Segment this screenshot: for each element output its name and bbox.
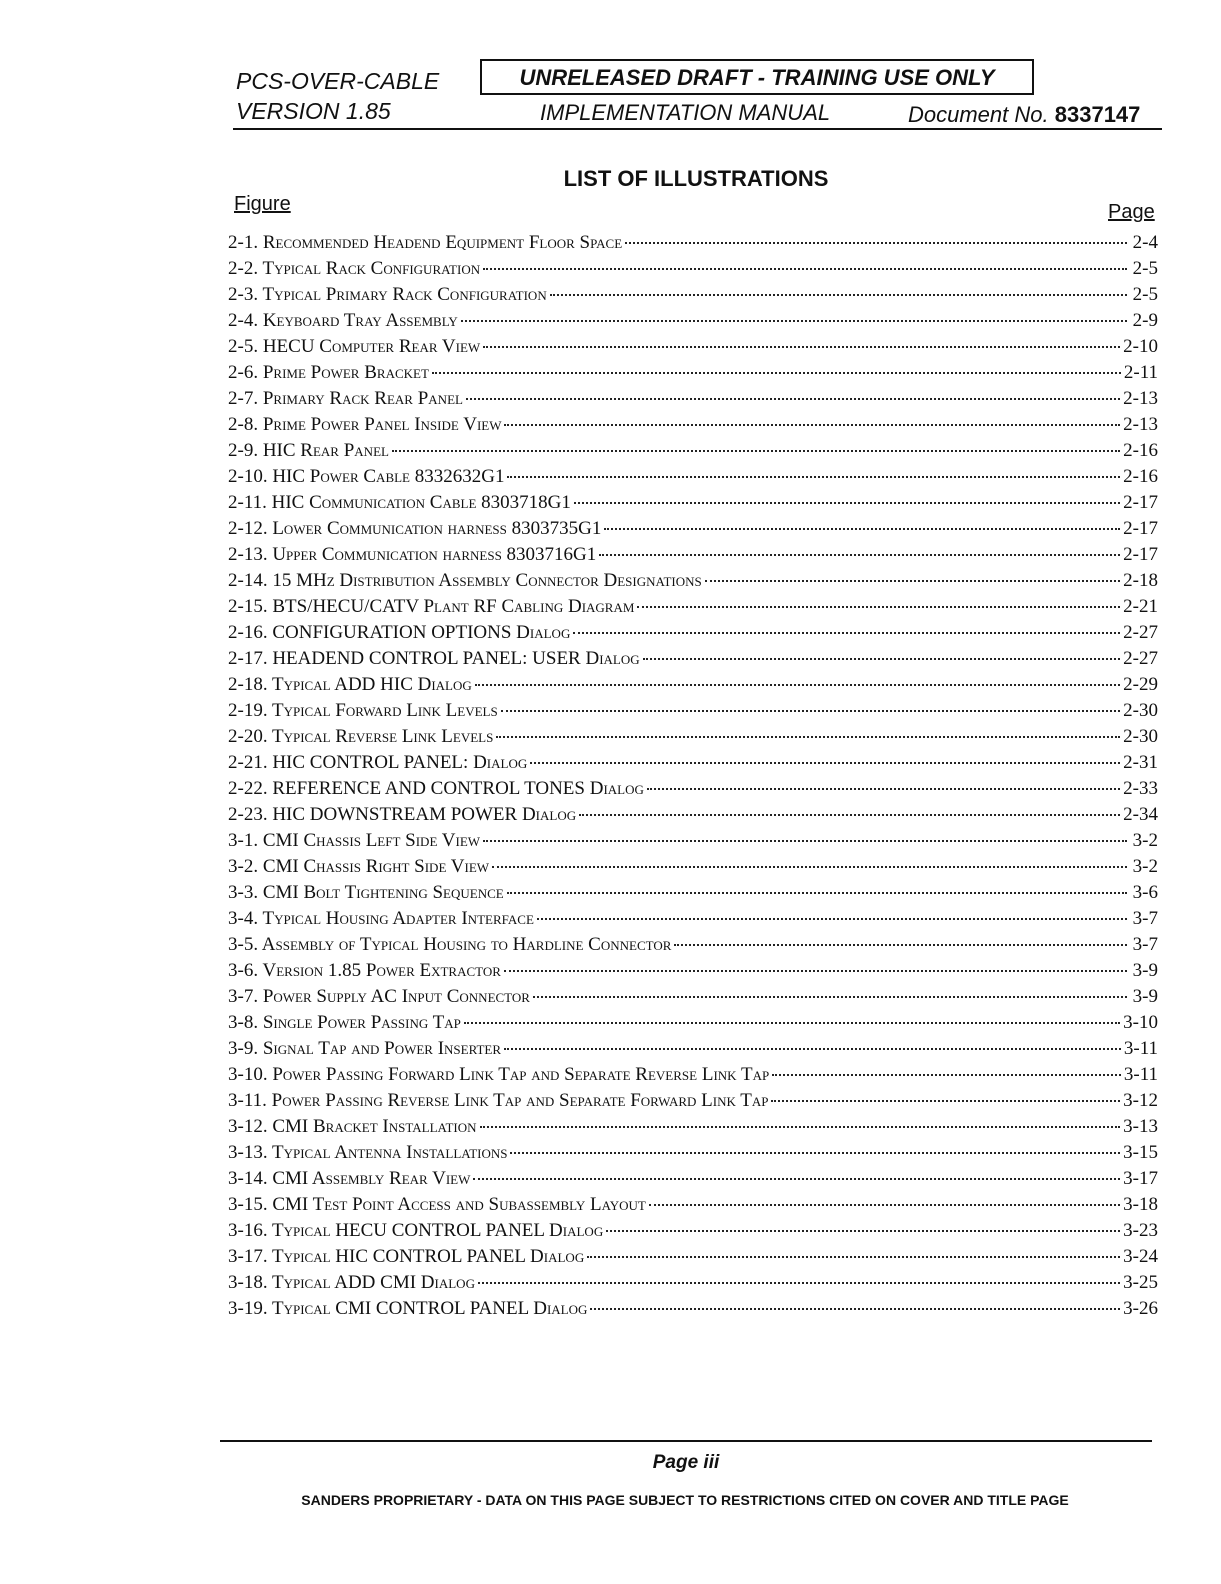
dot-leader [772, 1074, 1121, 1076]
dot-leader [550, 294, 1127, 296]
header-divider [233, 128, 1162, 130]
dot-leader [625, 242, 1127, 244]
entry-page: 2-5 [1132, 258, 1158, 279]
entry-page: 2-5 [1132, 284, 1158, 305]
list-item [228, 570, 1158, 596]
dot-leader [573, 632, 1120, 634]
entry-label: 2-15. BTS/HECU/CATV Plant RF Cabling Diagram [228, 596, 635, 617]
dot-leader [483, 268, 1127, 270]
entry-page: 2-16 [1123, 466, 1158, 487]
dot-leader [590, 1308, 1120, 1310]
entry-label: 2-5. HECU Computer Rear View [228, 336, 481, 357]
entry-label: 3-14. CMI Assembly Rear View [228, 1168, 471, 1189]
entry-label: 2-10. HIC Power Cable 8332632G1 [228, 466, 505, 487]
entry-label: 2-19. Typical Forward Link Levels [228, 700, 498, 721]
dot-leader [771, 1100, 1120, 1102]
entry-page: 2-29 [1123, 674, 1158, 695]
dot-leader [504, 1048, 1121, 1050]
entry-page: 2-17 [1123, 544, 1158, 565]
list-item [228, 310, 1158, 336]
entry-label: 2-12. Lower Communication harness 8303735G1 [228, 518, 602, 539]
page-title: LIST OF ILLUSTRATIONS [563, 166, 829, 191]
list-item [228, 1298, 1158, 1324]
footer-divider [220, 1440, 1152, 1442]
list-item [228, 1194, 1158, 1220]
entry-label: 3-5. Assembly of Typical Housing to Hardline Connector [228, 934, 672, 955]
entry-label: 3-18. Typical ADD CMI Dialog [228, 1272, 475, 1293]
entry-label: 3-19. Typical CMI CONTROL PANEL Dialog [228, 1298, 588, 1319]
list-item [228, 648, 1158, 674]
entry-label: 2-20. Typical Reverse Link Levels [228, 726, 494, 747]
entry-page: 2-17 [1123, 492, 1158, 513]
header-product: PCS-OVER-CABLE [236, 68, 440, 94]
entry-label: 2-9. HIC Rear Panel [228, 440, 389, 461]
dot-leader [478, 1282, 1120, 1284]
entry-label: 2-1. Recommended Headend Equipment Floor Space [228, 232, 623, 253]
dot-leader [530, 762, 1120, 764]
list-item [228, 1116, 1158, 1142]
list-item [228, 752, 1158, 778]
column-header-figure: Figure [234, 193, 291, 215]
header-manual-title: IMPLEMENTATION MANUAL [540, 100, 831, 125]
entry-label: 3-16. Typical HECU CONTROL PANEL Dialog [228, 1220, 604, 1241]
entry-page: 3-15 [1123, 1142, 1158, 1163]
entry-label: 3-1. CMI Chassis Left Side View [228, 830, 481, 851]
entry-label: 3-6. Version 1.85 Power Extractor [228, 960, 501, 981]
list-item [228, 1142, 1158, 1168]
dot-leader [475, 684, 1120, 686]
dot-leader [674, 944, 1127, 946]
entry-label: 2-3. Typical Primary Rack Configuration [228, 284, 547, 305]
dot-leader [537, 918, 1127, 920]
dot-leader [606, 1230, 1120, 1232]
dot-leader [392, 450, 1120, 452]
entry-page: 3-7 [1132, 934, 1158, 955]
dot-leader [599, 554, 1120, 556]
list-item [228, 388, 1158, 414]
list-item [228, 1220, 1158, 1246]
entry-label: 2-14. 15 MHz Distribution Assembly Connector Designations [228, 570, 702, 591]
entry-page: 2-30 [1123, 726, 1158, 747]
list-item [228, 596, 1158, 622]
entry-label: 2-8. Prime Power Panel Inside View [228, 414, 502, 435]
dot-leader [492, 866, 1127, 868]
list-item [228, 362, 1158, 388]
entry-label: 2-23. HIC DOWNSTREAM POWER Dialog [228, 804, 577, 825]
dot-leader [480, 1126, 1121, 1128]
dot-leader [432, 372, 1121, 374]
dot-leader [496, 736, 1120, 738]
dot-leader [649, 1204, 1120, 1206]
dot-leader [510, 1152, 1120, 1154]
entry-label: 2-18. Typical ADD HIC Dialog [228, 674, 472, 695]
list-item [228, 1246, 1158, 1272]
entry-page: 2-27 [1123, 622, 1158, 643]
list-item [228, 622, 1158, 648]
column-header-page: Page [1108, 201, 1155, 223]
illustrations-list [228, 232, 1158, 1324]
entry-label: 3-10. Power Passing Forward Link Tap and Separate Reverse Link Tap [228, 1064, 770, 1085]
list-item [228, 700, 1158, 726]
list-item [228, 466, 1158, 492]
list-item [228, 674, 1158, 700]
list-item [228, 258, 1158, 284]
entry-label: 2-13. Upper Communication harness 8303716G1 [228, 544, 597, 565]
dot-leader [466, 398, 1120, 400]
entry-page: 2-30 [1123, 700, 1158, 721]
dot-leader [587, 1256, 1120, 1258]
header-product-version [236, 66, 439, 126]
entry-page: 2-11 [1123, 362, 1158, 383]
entry-page: 2-16 [1123, 440, 1158, 461]
list-item [228, 882, 1158, 908]
dot-leader [705, 580, 1120, 582]
list-item [228, 1038, 1158, 1064]
list-item [228, 1012, 1158, 1038]
draft-notice-box: UNRELEASED DRAFT - TRAINING USE ONLY [480, 59, 1034, 95]
entry-page: 3-11 [1123, 1038, 1158, 1059]
entry-label: 3-9. Signal Tap and Power Inserter [228, 1038, 502, 1059]
list-item [228, 336, 1158, 362]
header-version: VERSION 1.85 [236, 98, 391, 124]
entry-label: 3-8. Single Power Passing Tap [228, 1012, 461, 1033]
entry-page: 3-7 [1132, 908, 1158, 929]
entry-page: 3-18 [1123, 1194, 1158, 1215]
entry-label: 3-13. Typical Antenna Installations [228, 1142, 508, 1163]
dot-leader [579, 814, 1120, 816]
list-item [228, 1272, 1158, 1298]
dot-leader [504, 424, 1120, 426]
entry-page: 2-10 [1123, 336, 1158, 357]
list-item [228, 908, 1158, 934]
list-item [228, 934, 1158, 960]
dot-leader [507, 892, 1127, 894]
page-number: Page iii [652, 1452, 720, 1473]
header-document-number [908, 102, 1140, 128]
list-item [228, 1090, 1158, 1116]
entry-label: 3-4. Typical Housing Adapter Interface [228, 908, 534, 929]
dot-leader [483, 840, 1127, 842]
list-item [228, 284, 1158, 310]
entry-page: 2-34 [1123, 804, 1158, 825]
dot-leader [533, 996, 1127, 998]
entry-page: 3-2 [1132, 830, 1158, 851]
list-item [228, 518, 1158, 544]
entry-label: 2-16. CONFIGURATION OPTIONS Dialog [228, 622, 571, 643]
entry-page: 3-6 [1132, 882, 1158, 903]
entry-page: 3-12 [1123, 1090, 1158, 1111]
entry-label: 2-21. HIC CONTROL PANEL: Dialog [228, 752, 528, 773]
entry-label: 2-7. Primary Rack Rear Panel [228, 388, 463, 409]
list-item [228, 960, 1158, 986]
entry-label: 2-6. Prime Power Bracket [228, 362, 429, 383]
entry-page: 3-26 [1123, 1298, 1158, 1319]
dot-leader [461, 320, 1127, 322]
entry-page: 3-25 [1123, 1272, 1158, 1293]
entry-page: 2-17 [1123, 518, 1158, 539]
list-item [228, 414, 1158, 440]
doc-label: Document No. [908, 102, 1049, 127]
dot-leader [504, 970, 1127, 972]
entry-label: 3-11. Power Passing Reverse Link Tap and Separate Forward Link Tap [228, 1090, 769, 1111]
entry-page: 2-21 [1123, 596, 1158, 617]
entry-page: 2-18 [1123, 570, 1158, 591]
entry-page: 2-13 [1123, 388, 1158, 409]
entry-label: 2-17. HEADEND CONTROL PANEL: USER Dialog [228, 648, 640, 669]
entry-label: 3-15. CMI Test Point Access and Subassembly Layout [228, 1194, 646, 1215]
entry-label: 2-2. Typical Rack Configuration [228, 258, 481, 279]
entry-page: 3-24 [1123, 1246, 1158, 1267]
entry-label: 2-4. Keyboard Tray Assembly [228, 310, 458, 331]
entry-label: 3-17. Typical HIC CONTROL PANEL Dialog [228, 1246, 585, 1267]
entry-page: 3-9 [1132, 986, 1158, 1007]
entry-label: 3-3. CMI Bolt Tightening Sequence [228, 882, 504, 903]
dot-leader [507, 476, 1120, 478]
entry-label: 3-7. Power Supply AC Input Connector [228, 986, 530, 1007]
entry-page: 3-23 [1123, 1220, 1158, 1241]
proprietary-notice: SANDERS PROPRIETARY - DATA ON THIS PAGE SUBJECT TO RESTRICTIONS CITED ON COVER AND TITLE PAGE [301, 1492, 1069, 1508]
list-item [228, 1168, 1158, 1194]
dot-leader [574, 502, 1120, 504]
entry-label: 3-2. CMI Chassis Right Side View [228, 856, 490, 877]
dot-leader [637, 606, 1120, 608]
dot-leader [464, 1022, 1120, 1024]
entry-page: 3-17 [1123, 1168, 1158, 1189]
entry-label: 3-12. CMI Bracket Installation [228, 1116, 477, 1137]
dot-leader [501, 710, 1120, 712]
dot-leader [483, 346, 1120, 348]
entry-page: 3-13 [1123, 1116, 1158, 1137]
list-item [228, 544, 1158, 570]
entry-page: 2-27 [1123, 648, 1158, 669]
list-item [228, 726, 1158, 752]
dot-leader [647, 788, 1120, 790]
entry-label: 2-11. HIC Communication Cable 8303718G1 [228, 492, 571, 513]
list-item [228, 804, 1158, 830]
list-item [228, 830, 1158, 856]
entry-page: 2-13 [1123, 414, 1158, 435]
entry-page: 2-33 [1123, 778, 1158, 799]
entry-page: 2-31 [1123, 752, 1158, 773]
entry-page: 3-10 [1123, 1012, 1158, 1033]
entry-page: 2-9 [1132, 310, 1158, 331]
list-item [228, 1064, 1158, 1090]
list-item [228, 440, 1158, 466]
list-item [228, 492, 1158, 518]
entry-label: 2-22. REFERENCE AND CONTROL TONES Dialog [228, 778, 644, 799]
list-item [228, 232, 1158, 258]
dot-leader [473, 1178, 1120, 1180]
doc-number: 8337147 [1054, 102, 1141, 127]
entry-page: 3-9 [1132, 960, 1158, 981]
entry-page: 3-2 [1132, 856, 1158, 877]
list-item [228, 986, 1158, 1012]
entry-page: 2-4 [1132, 232, 1158, 253]
dot-leader [643, 658, 1121, 660]
list-item [228, 778, 1158, 804]
list-item [228, 856, 1158, 882]
dot-leader [604, 528, 1120, 530]
entry-page: 3-11 [1123, 1064, 1158, 1085]
